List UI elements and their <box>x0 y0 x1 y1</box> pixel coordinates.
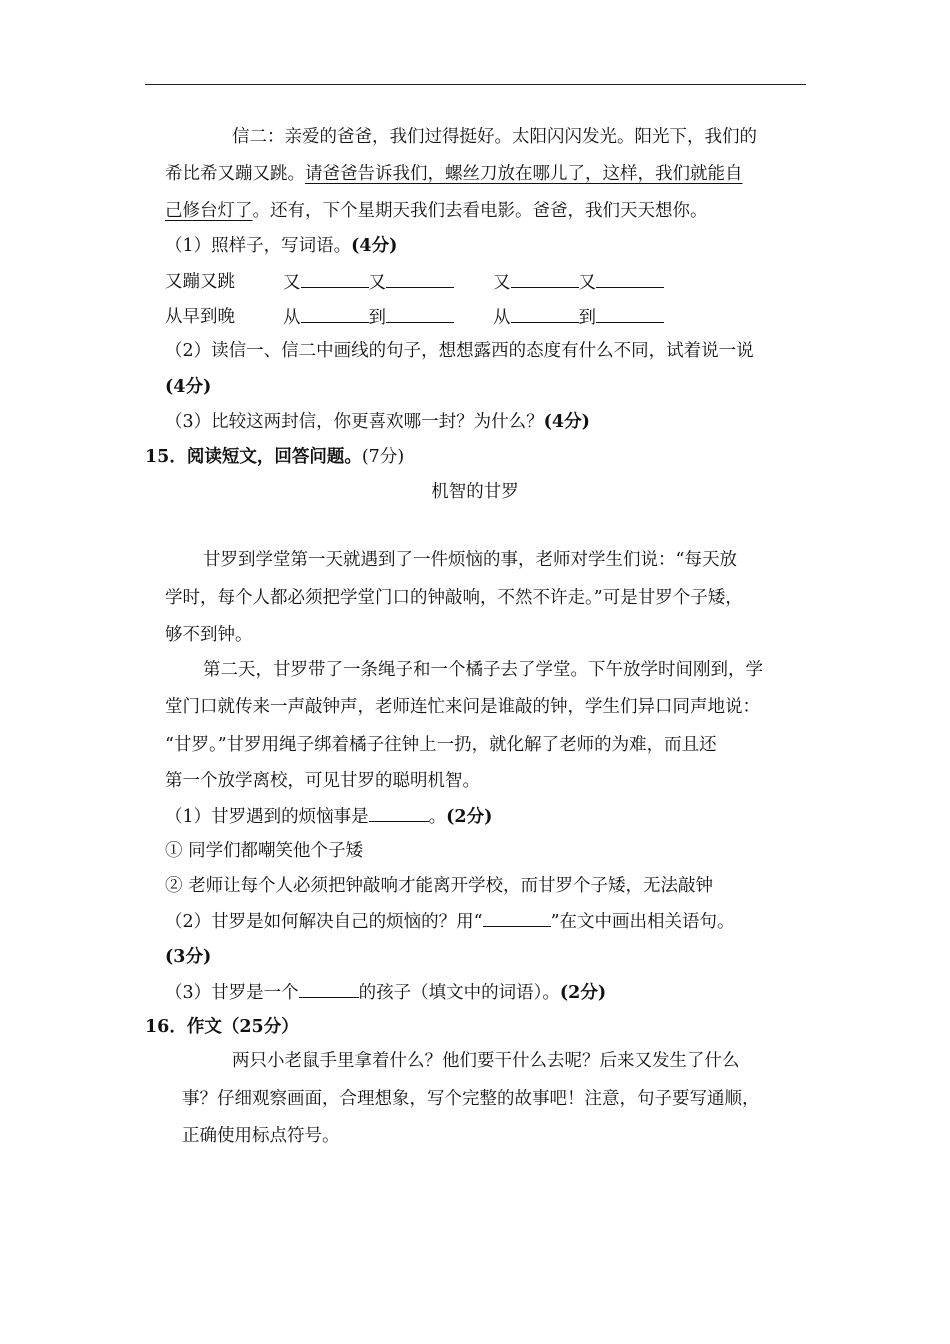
q14-row1-char1-a: 又 <box>283 273 301 293</box>
answer-blank[interactable] <box>386 271 454 288</box>
q14-row1-char2-b: 又 <box>578 273 596 293</box>
letter2-line3 <box>165 200 708 222</box>
q14-row1-char1-b: 又 <box>493 273 511 293</box>
q15-part2-score: (3分) <box>165 947 212 967</box>
answer-blank[interactable] <box>483 910 551 927</box>
q15-part1-text: （1）甘罗遇到的烦恼事是 <box>165 807 369 827</box>
passage-para1-line2: 学时，每个人都必须把学堂门口的钟敲响，不然不许走。”可是甘罗个子矮， <box>165 588 743 608</box>
q16-prompt-line2: 事？仔细观察画面，合理想象，写个完整的故事吧！注意，句子要写通顺， <box>182 1089 760 1109</box>
q14-row2-char1-b: 从 <box>493 308 511 328</box>
q15-part1 <box>165 805 492 828</box>
q15-part3-end: 的孩子（填文中的词语）。 <box>358 983 560 1003</box>
q14-part2-score: (4分) <box>165 377 212 397</box>
q14-row2-blank-b <box>493 306 664 329</box>
q14-row1-char2-a: 又 <box>368 273 386 293</box>
q14-part3-score: (4分) <box>543 412 590 432</box>
q14-row2-char1-a: 从 <box>283 308 301 328</box>
q14-part1-score: (4分) <box>351 236 398 256</box>
q16-heading: 16．作文（25分） <box>145 1017 299 1037</box>
answer-blank[interactable] <box>511 306 579 323</box>
q14-row1-blank-b <box>493 271 664 294</box>
answer-blank[interactable] <box>301 271 369 288</box>
q15-part1-end: 。 <box>428 807 447 827</box>
q15-heading <box>145 446 404 468</box>
answer-blank[interactable] <box>301 306 369 323</box>
passage-para2-line1: 第二天，甘罗带了一条绳子和一个橘子去了学堂。下午放学时间刚到，学 <box>203 660 763 680</box>
q14-row2-char2-a: 到 <box>368 308 386 328</box>
passage-para2-line2: 堂门口就传来一声敲钟声，老师连忙来问是谁敲的钟，学生们异口同声地说： <box>165 697 760 717</box>
q14-part3 <box>165 411 590 433</box>
letter2-line2-underlined: 请爸爸告诉我们，螺丝刀放在哪儿了，这样，我们就能自 <box>305 164 743 184</box>
q14-part2: （2）读信一、信二中画线的句子，想想露西的态度有什么不同，试着说一说 <box>165 341 754 361</box>
q15-option2[interactable]: ② 老师让每个人必须把钟敲响才能离开学校，而甘罗个子矮，无法敲钟 <box>165 876 714 896</box>
q16-prompt-line3: 正确使用标点符号。 <box>182 1126 340 1146</box>
q14-part3-text: （3）比较这两封信，你更喜欢哪一封？为什么？ <box>165 412 544 432</box>
answer-blank[interactable] <box>596 306 664 323</box>
answer-blank[interactable] <box>299 981 359 998</box>
answer-blank[interactable] <box>596 271 664 288</box>
passage-para1-line3: 够不到钟。 <box>165 625 253 645</box>
passage-para2-line3: “甘罗。”甘罗用绳子绑着橘子往钟上一扔，就化解了老师的为难，而且还 <box>165 735 717 755</box>
answer-blank[interactable] <box>386 306 454 323</box>
letter2-line3-plain: 。还有，下个星期天我们去看电影。爸爸，我们天天想你。 <box>252 201 708 221</box>
letter2-line1: 信二：亲爱的爸爸，我们过得挺好。太阳闪闪发光。阳光下，我们的 <box>232 127 757 147</box>
q16-prompt-line1: 两只小老鼠手里拿着什么？他们要干什么去呢？后来又发生了什么 <box>232 1051 740 1071</box>
q15-option1[interactable]: ① 同学们都嘲笑他个子矮 <box>165 841 364 861</box>
letter2-line2 <box>165 163 743 185</box>
q14-part1-text: （1）照样子，写词语。 <box>165 236 352 256</box>
q14-row2-blank-a <box>283 306 454 329</box>
q15-part3 <box>165 981 606 1004</box>
q14-row1-blank-a <box>283 271 454 294</box>
q14-row2-char2-b: 到 <box>578 308 596 328</box>
q14-row1-example: 又蹦又跳 <box>165 272 235 292</box>
q15-heading-score: (7分) <box>361 447 405 467</box>
header-rule <box>145 84 806 85</box>
passage-para1-line1: 甘罗到学堂第一天就遇到了一件烦恼的事，老师对学生们说：“每天放 <box>203 550 737 570</box>
q14-row2-example: 从早到晚 <box>165 307 235 327</box>
q15-heading-text: 15．阅读短文，回答问题。 <box>145 447 362 467</box>
q15-part1-score: (2分) <box>446 807 493 827</box>
passage-title: 机智的甘罗 <box>431 482 519 502</box>
q14-part1 <box>165 235 397 257</box>
q15-part3-text: （3）甘罗是一个 <box>165 983 299 1003</box>
q15-part2 <box>165 910 735 933</box>
answer-blank[interactable] <box>369 805 429 822</box>
q15-part2-text: （2）甘罗是如何解决自己的烦恼的？用“ <box>165 912 483 932</box>
q15-part2-end: ”在文中画出相关语句。 <box>550 912 735 932</box>
passage-para2-line4: 第一个放学离校，可见甘罗的聪明机智。 <box>165 771 480 791</box>
letter2-line2-plain: 希比希又蹦又跳。 <box>165 164 305 184</box>
letter2-line3-underlined: 己修台灯了 <box>165 201 253 221</box>
answer-blank[interactable] <box>511 271 579 288</box>
q15-part3-score: (2分) <box>559 983 607 1003</box>
